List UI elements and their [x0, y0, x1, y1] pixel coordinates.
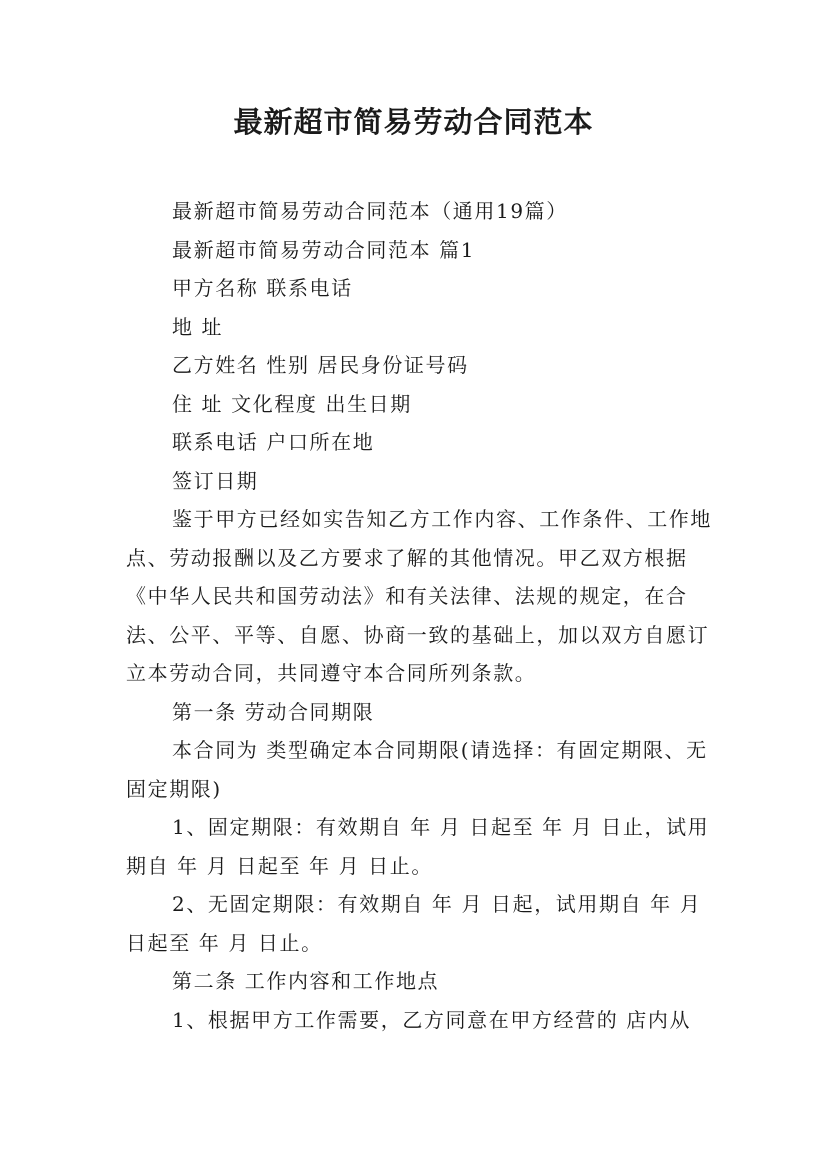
- paragraph-article-1-item-2: 2、无固定期限：有效期自 年 月 日起，试用期自 年 月 日起至 年 月 日止。: [126, 892, 702, 955]
- document-body: [126, 192, 716, 1039]
- paragraph-subtitle: 最新超市简易劳动合同范本（通用19篇）: [172, 199, 568, 223]
- paragraph-sign-date: 签订日期: [172, 468, 259, 493]
- paragraph-article-2-item-1: 1、根据甲方工作需要，乙方同意在甲方经营的 店内从: [172, 1007, 692, 1032]
- paragraph-article-1-item-1: 1、固定期限：有效期自 年 月 日起至 年 月 日止，试用期自 年 月 日起至 年 月 日止。: [126, 815, 710, 878]
- paragraph-article-1-body: 本合同为 类型确定本合同期限(请选择：有固定期限、无固定期限): [126, 738, 708, 801]
- document-title: 最新超市简易劳动合同范本: [233, 105, 594, 139]
- paragraph-article-2-heading: 第二条 工作内容和工作地点: [172, 969, 440, 993]
- paragraph-section-heading: 最新超市简易劳动合同范本 篇1: [172, 237, 476, 262]
- paragraph-party-b-name: 乙方姓名 性别 居民身份证号码: [172, 353, 469, 377]
- paragraph-party-b-address: 住 址 文化程度 出生日期: [172, 391, 412, 416]
- paragraph-article-1-heading: 第一条 劳动合同期限: [172, 699, 375, 724]
- paragraph-party-b-phone: 联系电话 户口所在地: [172, 430, 375, 454]
- paragraph-preamble: 鉴于甲方已经如实告知乙方工作内容、工作条件、工作地点、劳动报酬以及乙方要求了解的其他情况。甲乙双方根据《中华人民共和国劳动法》和有关法律、法规的规定，在合法、公平、平等、自愿、协商一致的基础上，加以双方自愿订立本劳动合同，共同遵守本合同所列条款。: [126, 507, 712, 685]
- paragraph-party-a-address: 地 址: [172, 314, 224, 339]
- paragraph-party-a-name: 甲方名称 联系电话: [172, 276, 353, 300]
